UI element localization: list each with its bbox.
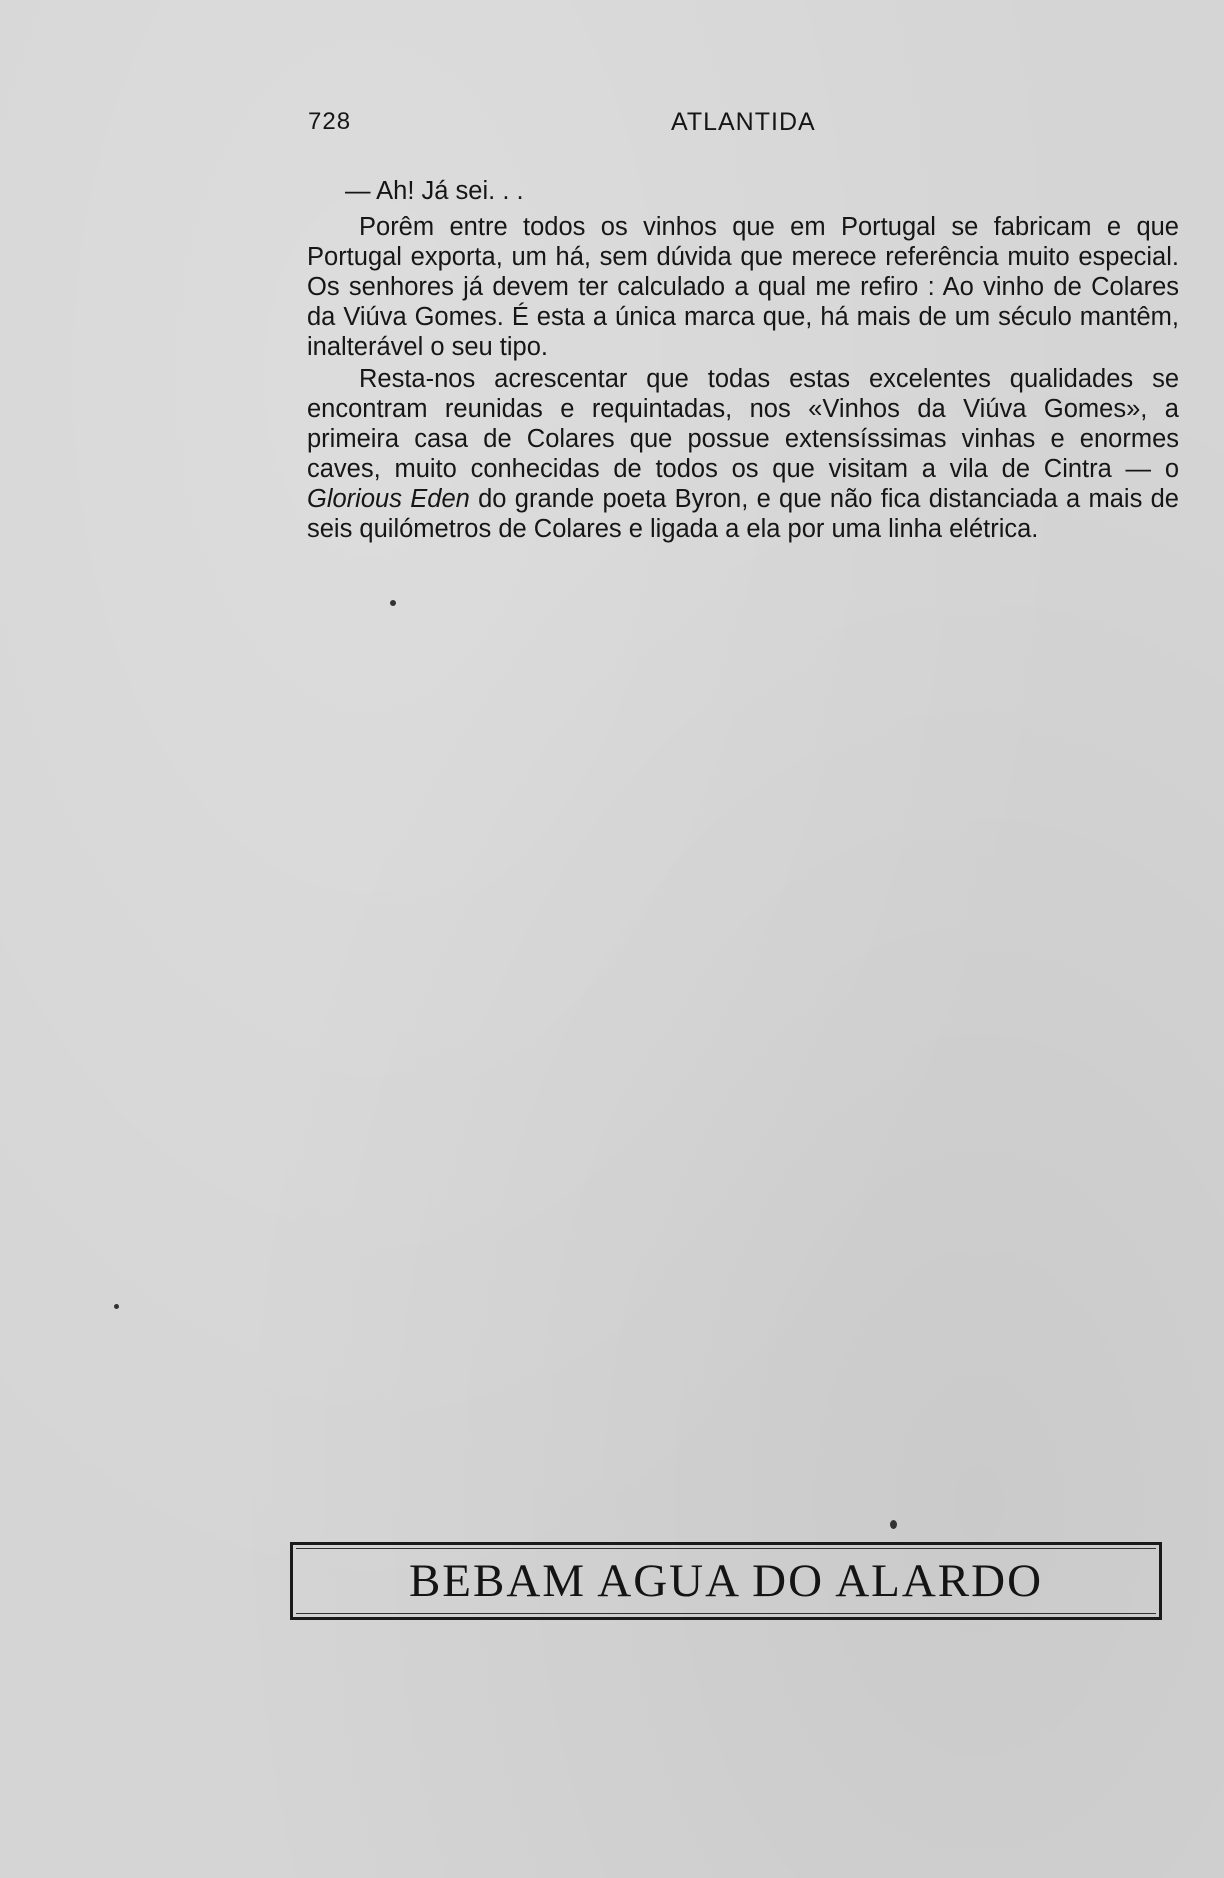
ink-speck	[114, 1304, 119, 1309]
ink-speck	[390, 600, 396, 606]
paragraph-2-tail: do grande poeta Byron, e que não fica distanciada a mais de seis quilómetros de Colares e ligada a ela por uma linha elétrica.	[307, 485, 1179, 543]
advertisement-text: BEBAM AGUA DO ALARDO	[408, 1555, 1044, 1607]
running-head	[308, 108, 828, 138]
article-body	[307, 176, 1179, 544]
italic-title: Glorious Eden	[307, 485, 470, 513]
page-number: 728	[308, 108, 352, 135]
paragraph-viuva-gomes	[307, 364, 1179, 544]
ink-speck	[890, 1520, 897, 1529]
paragraph-wine-reference: Porêm entre todos os vinhos que em Portugal se fabricam e que Portugal exporta, um há, sem dúvida que merece referência muito especial. Os senhores já devem ter calculado a qual me refiro : Ao vinho de Colares da Viúva Gomes. É esta a única marca que, há mais de um século mantêm, inalterável o seu tipo.	[307, 213, 1179, 361]
journal-title: ATLANTIDA	[671, 108, 816, 136]
paragraph-2-lead: Resta-nos acrescentar que todas estas excelentes qualidades se encontram reunidas e requintadas, nos «Vinhos da Viúva Gomes», a primeira casa de Colares que possue extensíssimas vinhas e enormes caves, muito conhecidas de todos os que visitam a vila de Cintra — o	[307, 365, 1179, 483]
dialogue-line: — Ah! Já sei. . .	[345, 177, 524, 205]
advertisement-box	[290, 1542, 1162, 1620]
